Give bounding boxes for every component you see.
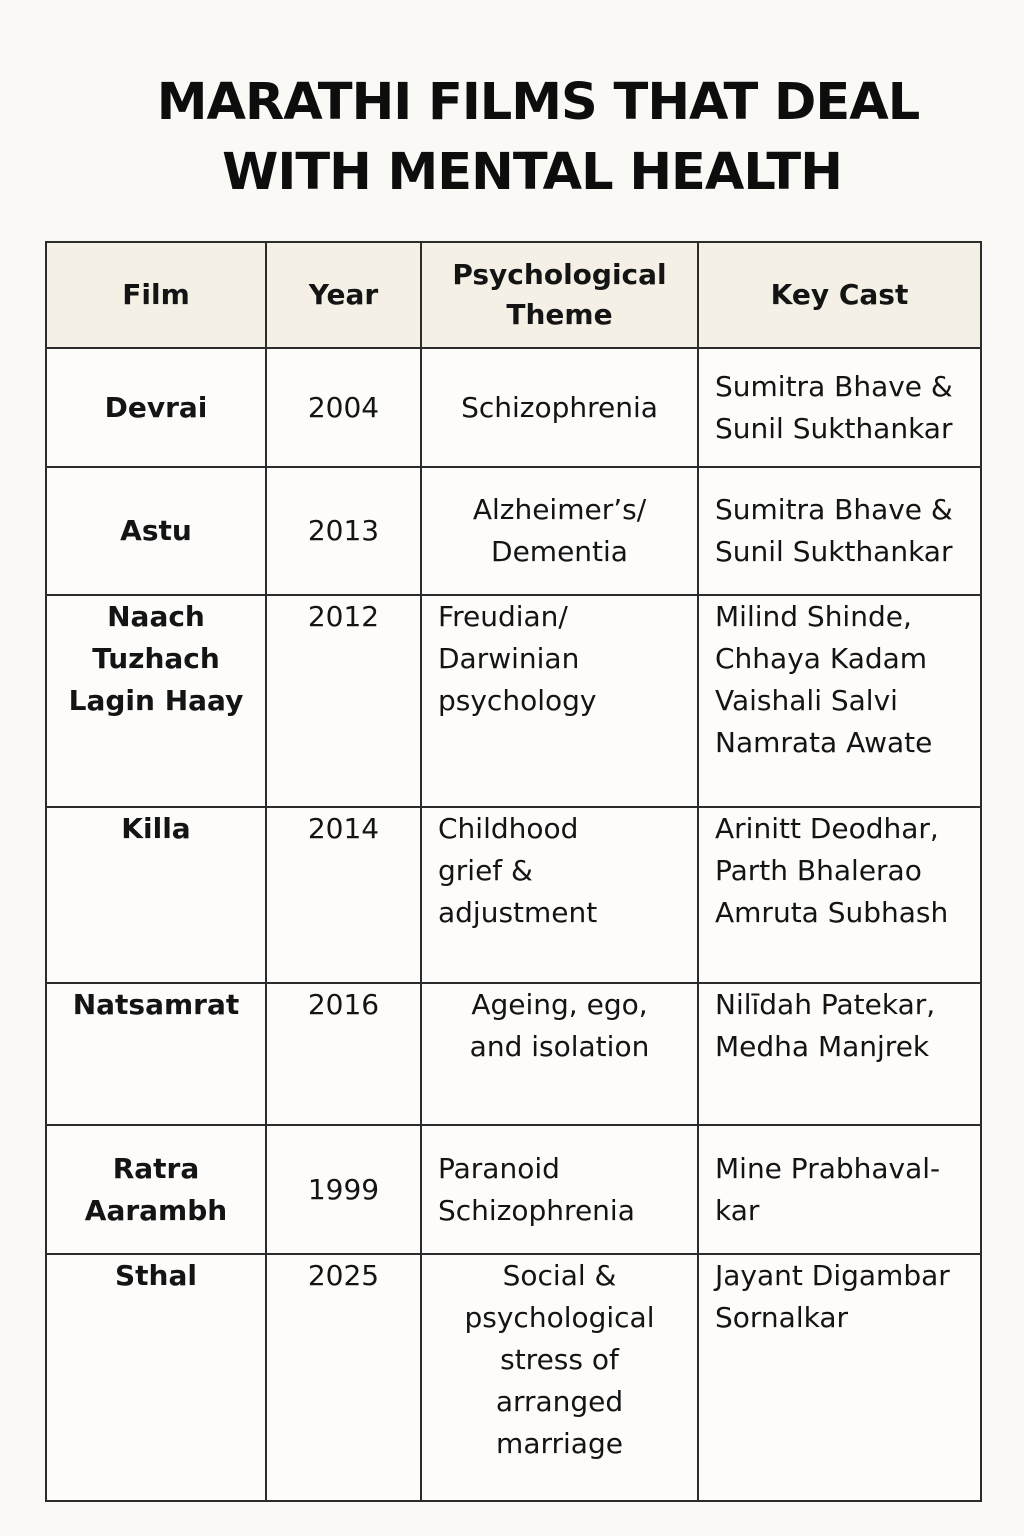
year-cell: 1999 [266,1125,421,1254]
header-cast: Key Cast [698,242,981,348]
header-film: Film [46,242,266,348]
page-title [0,68,1024,208]
cast-cell: Sumitra Bhave & Sunil Sukthankar [698,348,981,467]
theme-cell: Alzheimer’s/ Dementia [421,467,698,595]
header-year: Year [266,242,421,348]
film-cell: Astu [46,467,266,595]
theme-cell: Schizophrenia [421,348,698,467]
table-row [46,807,981,983]
cast-cell: Nilīdah Patekar, Medha Manjrek [698,983,981,1125]
title-line-1: MARATHI FILMS THAT DEAL [156,73,920,132]
header-theme: Psychological Theme [421,242,698,348]
cast-cell: Jayant Digambar Sornalkar [698,1254,981,1501]
year-cell: 2014 [266,807,421,983]
film-cell: Naach Tuzhach Lagin Haay [46,595,266,807]
year-cell: 2004 [266,348,421,467]
table-row [46,595,981,807]
theme-cell: Ageing, ego, and isolation [421,983,698,1125]
year-cell: 2016 [266,983,421,1125]
cast-cell: Mine Prabhaval- kar [698,1125,981,1254]
table-row [46,1125,981,1254]
year-cell: 2013 [266,467,421,595]
films-table [45,241,982,1502]
cast-cell: Arinitt Deodhar, Parth Bhalerao Amruta Subhash [698,807,981,983]
table-row [46,348,981,467]
film-cell: Sthal [46,1254,266,1501]
cast-cell: Sumitra Bhave & Sunil Sukthankar [698,467,981,595]
film-cell: Natsamrat [46,983,266,1125]
table-row [46,1254,981,1501]
film-cell: Devrai [46,348,266,467]
year-cell: 2012 [266,595,421,807]
theme-cell: Social & psychological stress of arranged marriage [421,1254,698,1501]
theme-cell: Childhood grief & adjustment [421,807,698,983]
cast-cell: Milind Shinde, Chhaya Kadam Vaishali Salvi Namrata Awate [698,595,981,807]
table-row [46,983,981,1125]
year-cell: 2025 [266,1254,421,1501]
film-cell: Ratra Aarambh [46,1125,266,1254]
title-line-2: WITH MENTAL HEALTH [222,143,842,202]
table-header-row [46,242,981,348]
theme-cell: Freudian/ Darwinian psychology [421,595,698,807]
table-row [46,467,981,595]
film-cell: Killa [46,807,266,983]
theme-cell: Paranoid Schizophrenia [421,1125,698,1254]
